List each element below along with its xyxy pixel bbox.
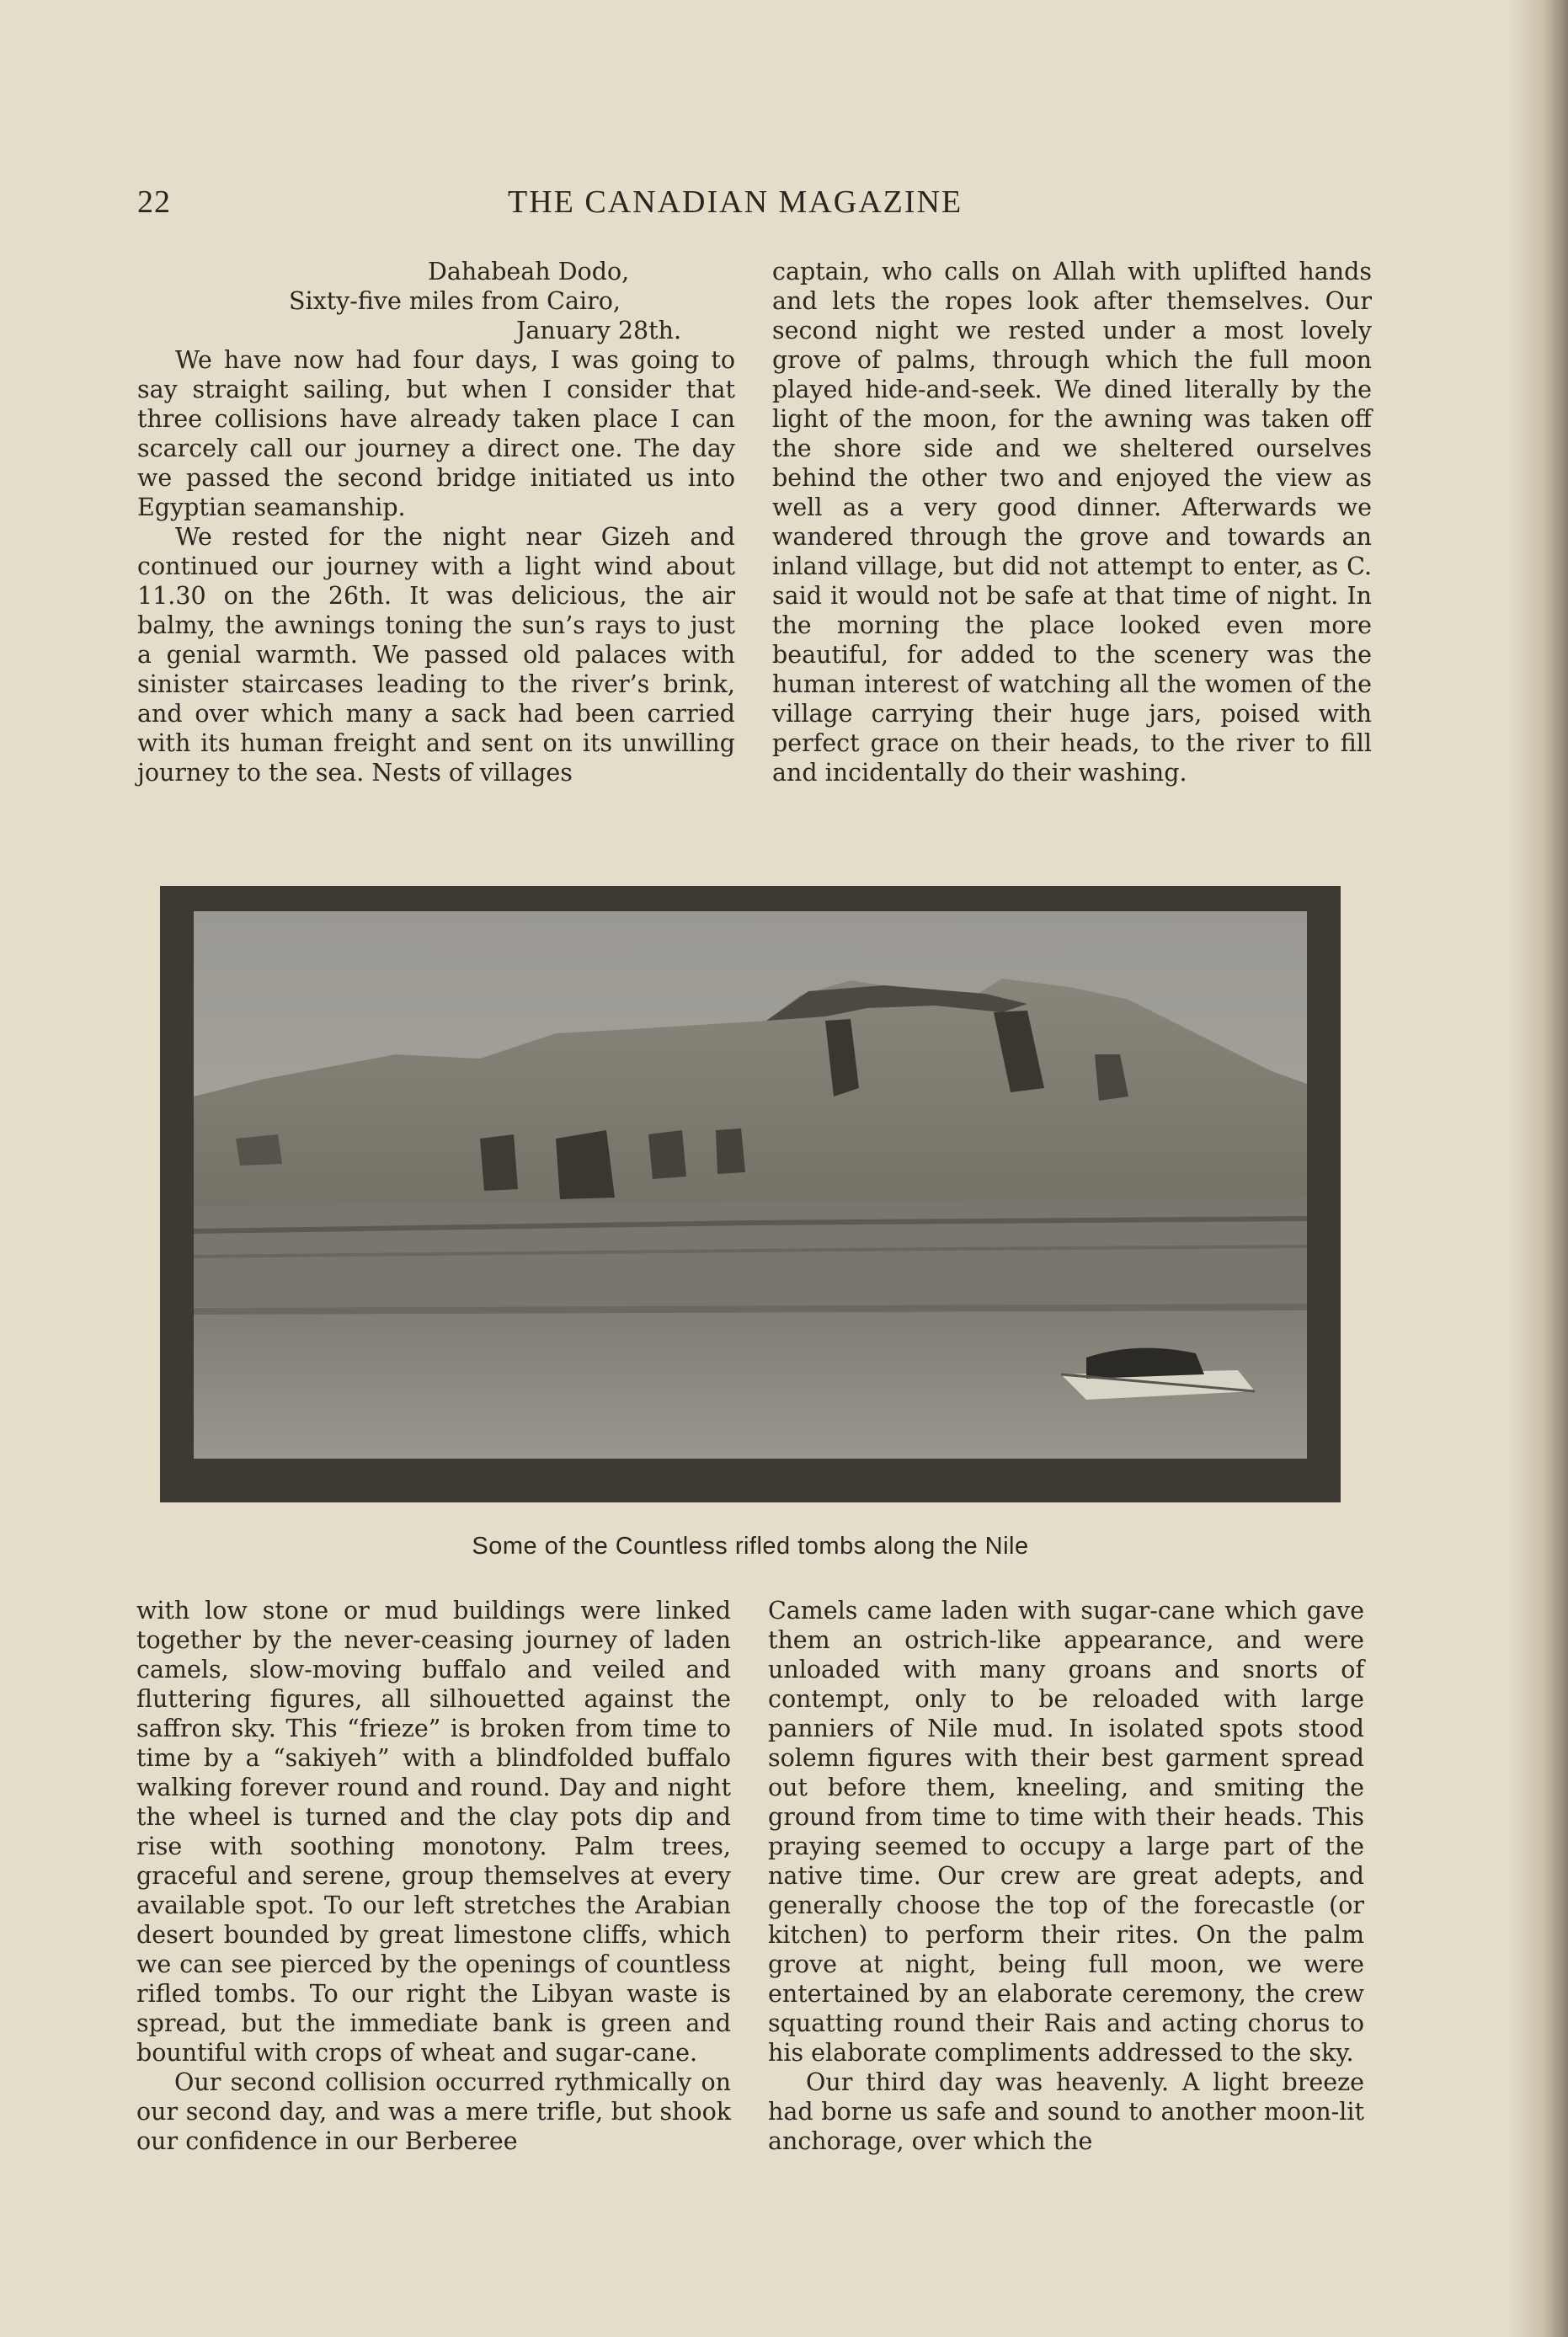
paragraph: Our third day was heavenly. A light breeze had borne us safe and sound to another moon-lit anchorage, over which the [768, 2068, 1364, 2155]
dateline-location: Sixty-five miles from Cairo, [289, 287, 621, 315]
dateline [137, 257, 735, 345]
column-bottom-right [768, 1596, 1364, 2156]
running-head [137, 184, 1367, 231]
column-bottom-left [136, 1596, 731, 2156]
magazine-title: THE CANADIAN MAGAZINE [508, 184, 963, 220]
page-number: 22 [137, 184, 171, 220]
page-edge-shadow [1509, 0, 1568, 2337]
column-top-left [137, 257, 735, 787]
paragraph: Camels came laden with sugar-cane which gave them an ostrich-like appearance, and were unloaded with many groans and snorts of contempt, only to be reloaded with large panniers of Nile mud. In isolated spots stood solemn figures with their best garment spread out before them, kneeling, and smiting the ground from time to time with their heads. This praying seemed to occupy a large part of the native time. Our crew are great adepts, and generally choose the top of the forecastle (or kitchen) to perform their rites. On the palm grove at night, being full moon, we were entertained by an elaborate ceremony, the crew squatting round their Rais and acting chorus to his elaborate compliments addressed to the sky. [768, 1597, 1364, 2067]
dateline-vessel: Dahabeah Dodo, [428, 258, 630, 285]
figure-caption: Some of the Countless rifled tombs along the Nile [472, 1533, 1029, 1560]
photograph-image [160, 886, 1341, 1502]
dateline-date: January 28th. [516, 317, 682, 344]
photograph-nile-tombs [160, 886, 1341, 1502]
paragraph: We have now had four days, I was going to say straight sailing, but when I consider that three collisions have already taken place I can scarcely call our journey a direct one. The day we passed the second bridge initiated us into Egyptian seamanship. [137, 346, 735, 521]
paragraph: captain, who calls on Allah with uplifted hands and lets the ropes look after themselves. Our second night we rested under a most lovely grove of palms, through which the full moon played hide-and-seek. We dined literally by the light of the moon, for the awning was taken off the shore side and we sheltered ourselves behind the other two and enjoyed the view as well as a very good dinner. Afterwards we wandered through the grove and towards an inland village, but did not attempt to enter, as C. said it would not be safe at that time of night. In the morning the place looked even more beautiful, for added to the scenery was the human interest of watching all the women of the village carrying their huge jars, poised with perfect grace on their heads, to the river to fill and incidentally do their washing. [772, 258, 1372, 787]
column-top-right [772, 257, 1372, 787]
paragraph: Our second collision occurred rythmically on our second day, and was a mere trifle, but shook our confidence in our Berberee [136, 2068, 731, 2155]
paragraph: with low stone or mud buildings were linked together by the never-ceasing journey of laden camels, slow-moving buffalo and veiled and fluttering figures, all silhouetted against the saffron sky. This “frieze” is broken from time to time by a “sakiyeh” with a blindfolded buffalo walking forever round and round. Day and night the wheel is turned and the clay pots dip and rise with soothing monotony. Palm trees, graceful and serene, group themselves at every available spot. To our left stretches the Arabian desert bounded by great limestone cliffs, which we can see pierced by the openings of countless rifled tombs. To our right the Libyan waste is spread, but the immediate bank is green and bountiful with crops of wheat and sugar-cane. [136, 1597, 731, 2067]
paragraph: We rested for the night near Gizeh and continued our journey with a light wind about 11.30 on the 26th. It was delicious, the air balmy, the awnings toning the sun’s rays to just a genial warmth. We passed old palaces with sinister staircases leading to the river’s brink, and over which many a sack had been carried with its human freight and sent on its unwilling journey to the sea. Nests of villages [137, 523, 735, 787]
